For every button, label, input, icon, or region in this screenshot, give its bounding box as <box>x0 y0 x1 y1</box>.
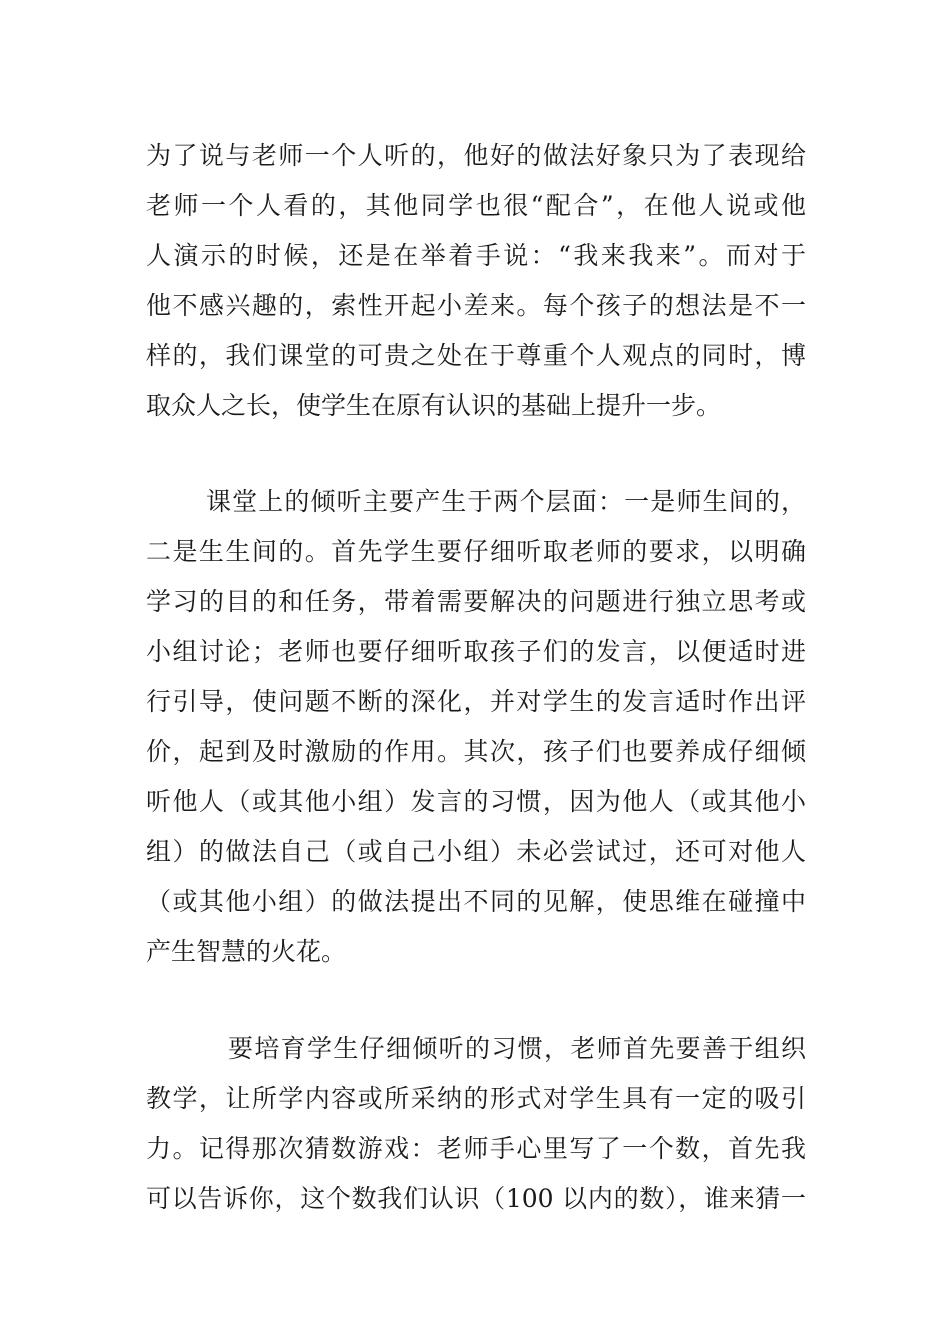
text-line: 学习的目的和任务，带着需要解决的问题进行独立思考或 <box>146 587 806 616</box>
text-line: 听他人（或其他小组）发言的习惯，因为他人（或其他小 <box>146 787 806 816</box>
text-line: 人演示的时候，还是在举着手说：“我来我来”。而对于 <box>146 241 806 270</box>
text-line: 他不感兴趣的，索性开起小差来。每个孩子的想法是不一 <box>146 291 806 320</box>
text-line: 老师一个人看的，其他同学也很“配合”，在他人说或他 <box>146 191 806 220</box>
text-line: 为了说与老师一个人听的，他好的做法好象只为了表现给 <box>146 141 806 170</box>
text-line: 小组讨论；老师也要仔细听取孩子们的发言，以便适时进 <box>146 637 806 666</box>
text-line: 取众人之长，使学生在原有认识的基础上提升一步。 <box>146 391 722 420</box>
text-line: 组）的做法自己（或自己小组）未必尝试过，还可对他人 <box>146 837 806 866</box>
text-line: 行引导，使问题不断的深化，并对学生的发言适时作出评 <box>146 687 806 716</box>
text-line: 价，起到及时激励的作用。其次，孩子们也要养成仔细倾 <box>146 737 806 766</box>
text-line: 可以告诉你，这个数我们认识（100 以内的数），谁来猜一 <box>146 1184 806 1213</box>
text-line: （或其他小组）的做法提出不同的见解，使思维在碰撞中 <box>146 887 806 916</box>
text-line: 产生智慧的火花。 <box>146 937 347 966</box>
text-line: 样的，我们课堂的可贵之处在于尊重个人观点的同时，博 <box>146 341 806 370</box>
text-line: 力。记得那次猜数游戏：老师手心里写了一个数，首先我 <box>146 1134 806 1163</box>
text-line: 课堂上的倾听主要产生于两个层面：一是师生间的， <box>206 487 806 516</box>
text-line: 教学，让所学内容或所采纳的形式对学生具有一定的吸引 <box>146 1084 806 1113</box>
text-line: 要培育学生仔细倾听的习惯，老师首先要善于组织 <box>228 1034 806 1063</box>
text-line: 二是生生间的。首先学生要仔细听取老师的要求，以明确 <box>146 537 806 566</box>
